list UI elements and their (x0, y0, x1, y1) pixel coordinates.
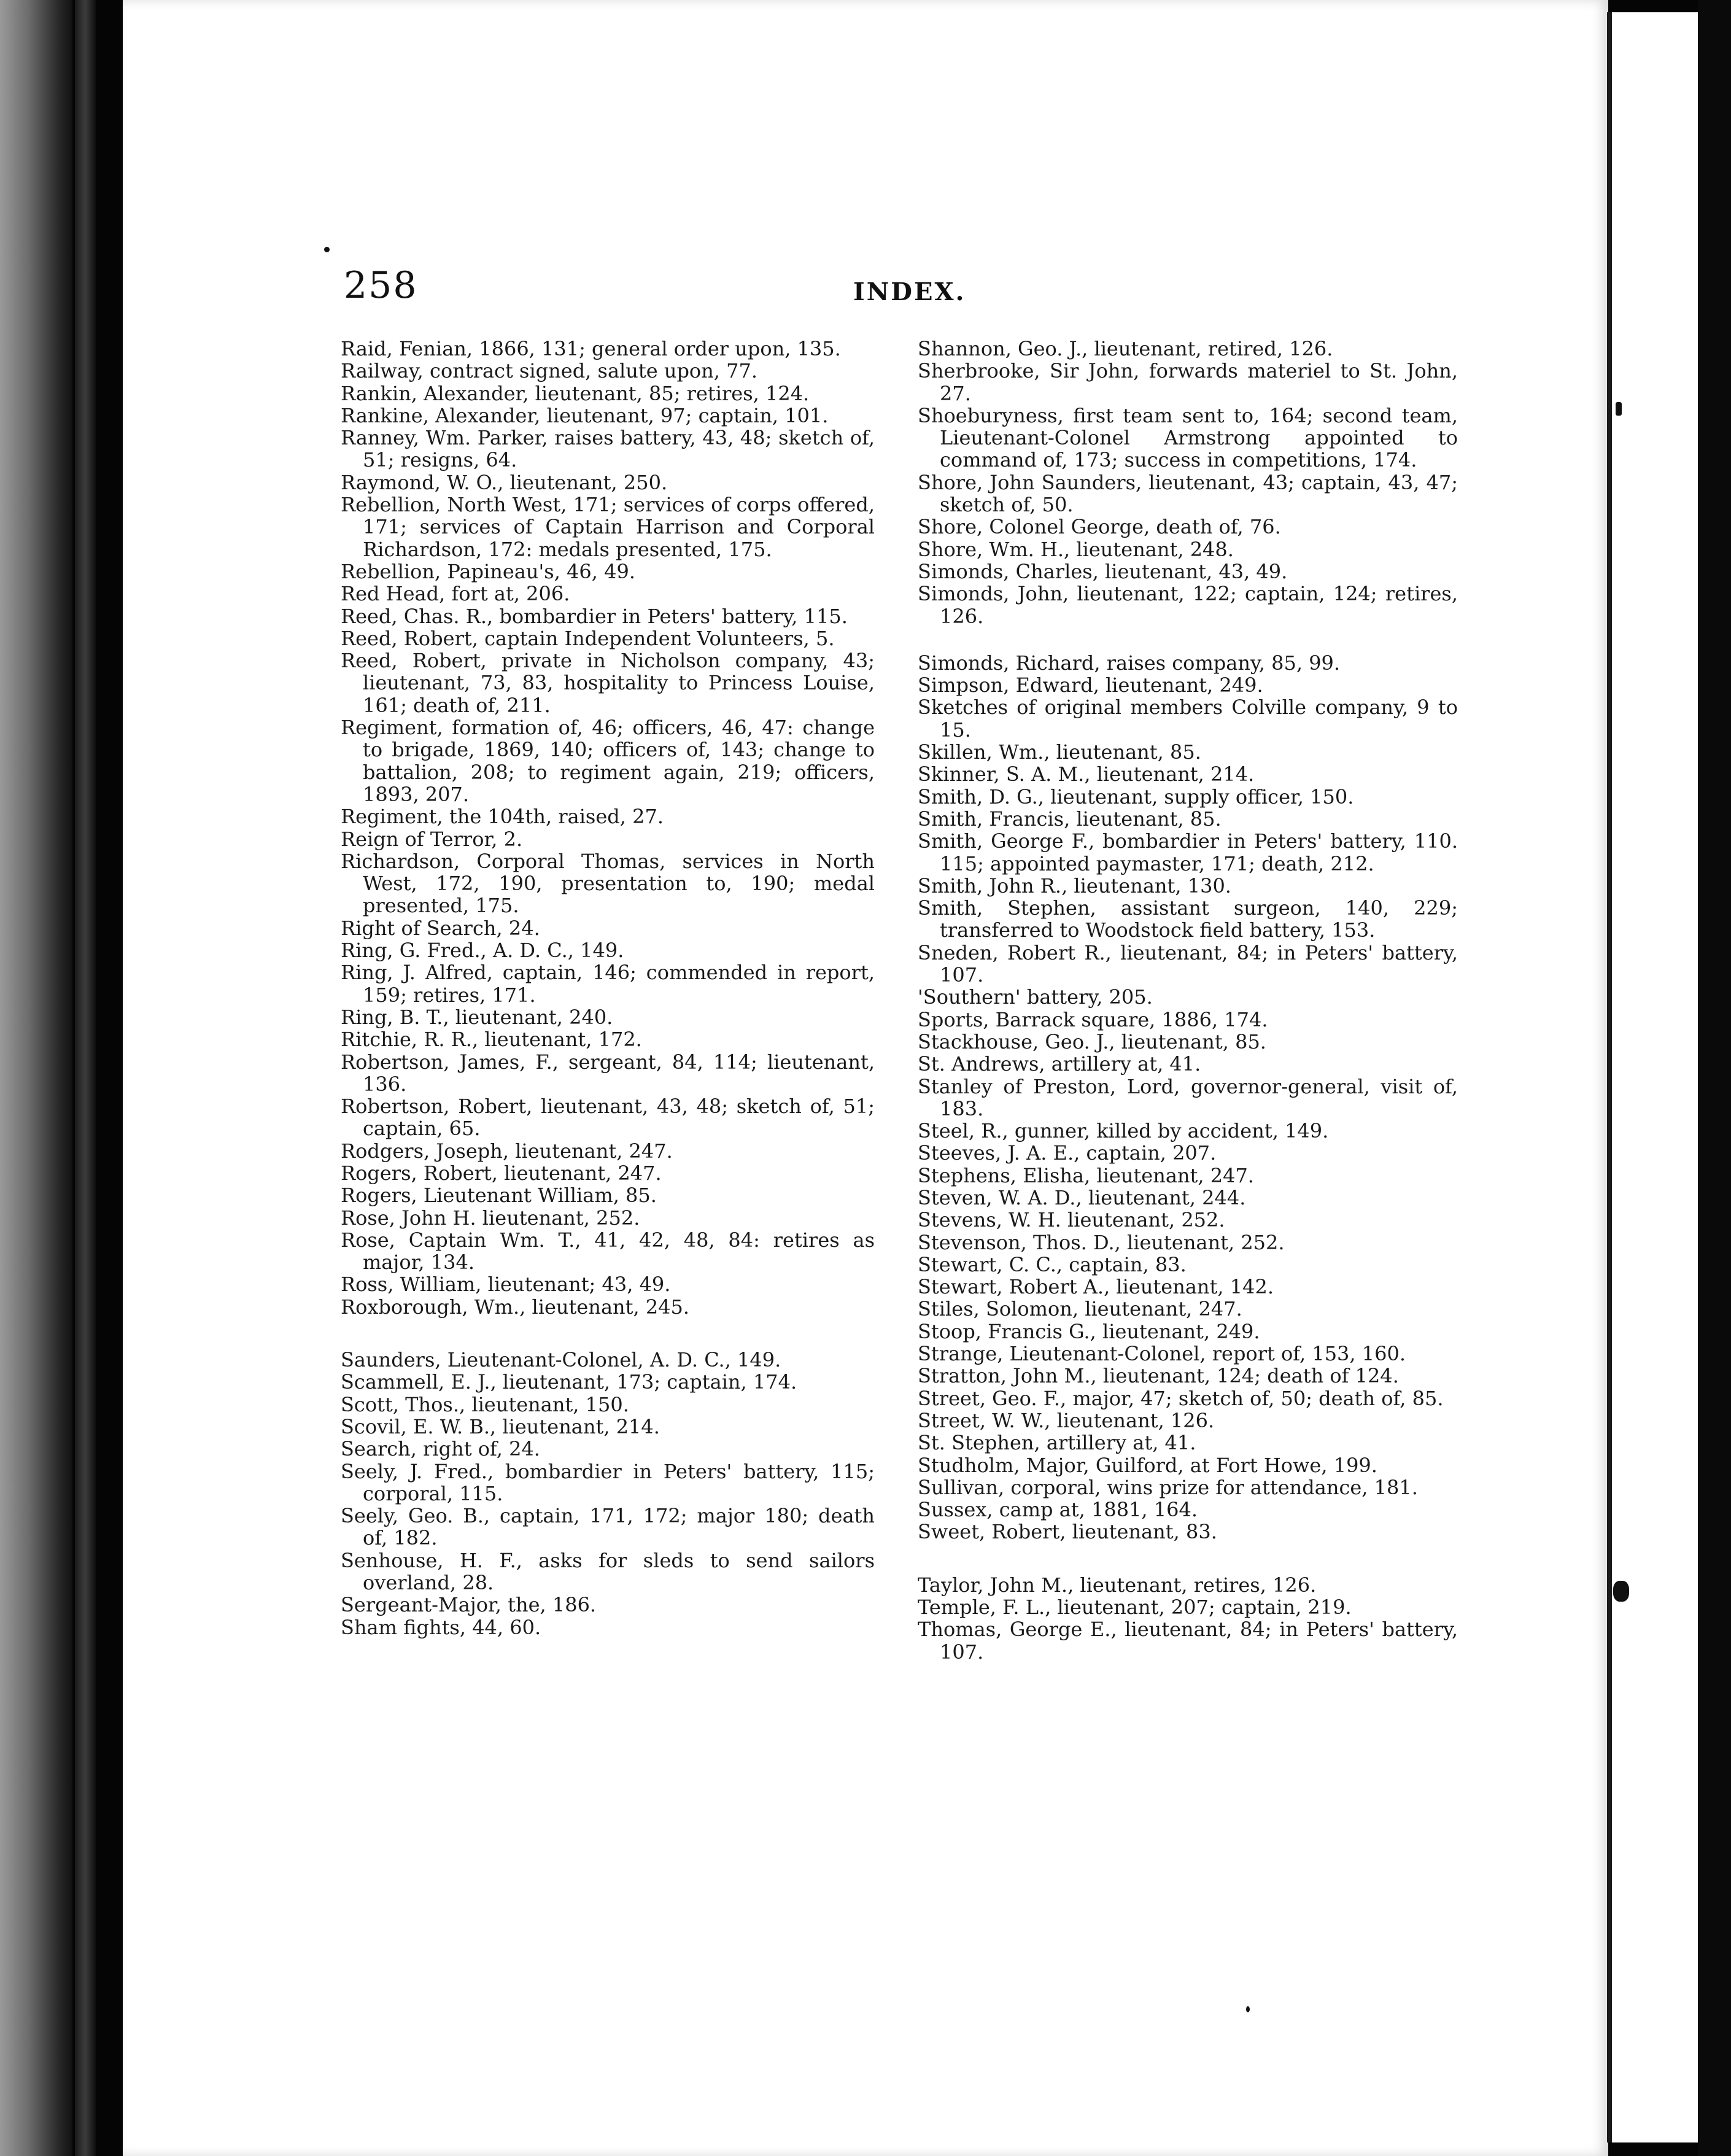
index-entry: Taylor, John M., lieutenant, retires, 126. (918, 1573, 1317, 1597)
index-entry: Ring, G. Fred., A. D. C., 149. (341, 939, 624, 963)
running-title: INDEX. (853, 277, 966, 306)
index-entry: St. Stephen, artillery at, 41. (918, 1431, 1196, 1455)
index-entry: Simonds, Richard, raises company, 85, 99. (918, 651, 1341, 675)
index-entry: Sketches of original members Colville company, 9 to 15. (918, 696, 1458, 742)
index-entry: Red Head, fort at, 206. (341, 582, 570, 606)
index-entry: Reign of Terror, 2. (341, 827, 523, 851)
index-entry: Smith, George F., bombardier in Peters' battery, 110. 115; appointed paymaster, 171; death, 212. (918, 829, 1458, 875)
speck-mark (1616, 402, 1622, 416)
index-entry: Richardson, Corporal Thomas, services in North West, 172, 190, presentation to, 190; medal presented, 175. (341, 849, 875, 918)
index-entry: Saunders, Lieutenant-Colonel, A. D. C., 149. (341, 1348, 781, 1372)
index-entry: Temple, F. L., lieutenant, 207; captain, 219. (918, 1596, 1352, 1619)
index-entry: Ranney, Wm. Parker, raises battery, 43, 48; sketch of, 51; resigns, 64. (341, 426, 875, 472)
index-entry: Rankin, Alexander, lieutenant, 85; retires, 124. (341, 381, 810, 405)
index-entry: Shore, Wm. H., lieutenant, 248. (918, 537, 1234, 561)
index-entry: Shore, John Saunders, lieutenant, 43; captain, 43, 47; sketch of, 50. (918, 470, 1458, 517)
index-entry: Robertson, James, F., sergeant, 84, 114; lieutenant, 136. (341, 1050, 875, 1096)
index-entry: Thomas, George E., lieutenant, 84; in Peters' battery, 107. (918, 1618, 1458, 1664)
page-header (344, 264, 1485, 319)
index-entry: 'Southern' battery, 205. (918, 985, 1153, 1009)
scan-binding-shadow (75, 0, 96, 2156)
index-entry: Rebellion, Papineau's, 46, 49. (341, 559, 636, 583)
index-entry: Reed, Robert, private in Nicholson company, 43; lieutenant, 73, 83, hospitality to Princess Louise, 161; death of, 211. (341, 649, 875, 717)
speck-mark (1246, 2006, 1250, 2012)
index-entry: Rebellion, North West, 171; services of corps offered, 171; services of Captain Harrison and Corporal Richardson, 172: medals presented, 175. (341, 493, 875, 561)
section-spacer (341, 1318, 875, 1349)
index-entry: Shore, Colonel George, death of, 76. (918, 515, 1281, 539)
index-entry: Stephens, Elisha, lieutenant, 247. (918, 1163, 1254, 1187)
index-entry: Reed, Chas. R., bombardier in Peters' battery, 115. (341, 604, 848, 628)
index-entry: Sneden, Robert R., lieutenant, 84; in Peters' battery, 107. (918, 940, 1458, 987)
index-entry: Stiles, Solomon, lieutenant, 247. (918, 1297, 1242, 1321)
index-entry: Stackhouse, Geo. J., lieutenant, 85. (918, 1030, 1266, 1053)
index-entry: Raid, Fenian, 1866, 131; general order upon, 135. (341, 337, 841, 360)
index-entry: Railway, contract signed, salute upon, 77. (341, 359, 758, 383)
index-entry: St. Andrews, artillery at, 41. (918, 1052, 1201, 1076)
index-entry: Rose, John H. lieutenant, 252. (341, 1206, 640, 1230)
index-entry: Senhouse, H. F., asks for sleds to send sailors overland, 28. (341, 1548, 875, 1595)
scan-left-edge (0, 0, 72, 2156)
index-entry: Steel, R., gunner, killed by accident, 149. (918, 1119, 1329, 1143)
speck-mark (324, 247, 330, 252)
index-column-left (341, 338, 875, 1638)
index-entry: Search, right of, 24. (341, 1437, 540, 1461)
index-entry: Roxborough, Wm., lieutenant, 245. (341, 1295, 690, 1319)
index-entry: Ritchie, R. R., lieutenant, 172. (341, 1028, 642, 1052)
index-entry: Ring, J. Alfred, captain, 146; commended in report, 159; retires, 171. (341, 961, 875, 1007)
index-entry: Stratton, John M., lieutenant, 124; death of 124. (918, 1364, 1399, 1388)
index-entry: Shoeburyness, first team sent to, 164; second team, Lieutenant-Colonel Armstrong appointed to command of, 173; success in competitions, 174. (918, 403, 1458, 472)
index-entry: Ross, William, lieutenant; 43, 49. (341, 1273, 671, 1297)
index-entry: Scammell, E. J., lieutenant, 173; captain, 174. (341, 1370, 797, 1394)
index-entry: Smith, John R., lieutenant, 130. (918, 874, 1231, 898)
index-entry: Stanley of Preston, Lord, governor-general, visit of, 183. (918, 1074, 1458, 1120)
index-entry: Steven, W. A. D., lieutenant, 244. (918, 1185, 1246, 1209)
index-entry: Rankine, Alexander, lieutenant, 97; captain, 101. (341, 403, 829, 427)
index-entry: Strange, Lieutenant-Colonel, report of, 153, 160. (918, 1342, 1406, 1366)
index-entry: Simonds, John, lieutenant, 122; captain, 124; retires, 126. (918, 582, 1458, 628)
index-entry: Smith, D. G., lieutenant, supply officer, 150. (918, 785, 1354, 808)
index-entry: Sullivan, corporal, wins prize for attendance, 181. (918, 1475, 1418, 1499)
index-entry: Skinner, S. A. M., lieutenant, 214. (918, 762, 1255, 786)
index-entry: Raymond, W. O., lieutenant, 250. (341, 470, 668, 494)
scan-right-edge (1698, 0, 1731, 2156)
index-entry: Sussex, camp at, 1881, 164. (918, 1498, 1198, 1522)
index-entry: Regiment, the 104th, raised, 27. (341, 805, 664, 829)
index-entry: Smith, Francis, lieutenant, 85. (918, 807, 1222, 831)
section-spacer (918, 627, 1458, 652)
index-entry: Rogers, Robert, lieutenant, 247. (341, 1161, 662, 1185)
page-number: 258 (344, 264, 418, 307)
facing-page-edge (1607, 12, 1698, 2142)
section-spacer (918, 1543, 1458, 1574)
index-entry: Stewart, Robert A., lieutenant, 142. (918, 1275, 1274, 1299)
index-entry: Simonds, Charles, lieutenant, 43, 49. (918, 559, 1288, 583)
index-entry: Stoop, Francis G., lieutenant, 249. (918, 1319, 1260, 1343)
index-entry: Reed, Robert, captain Independent Volunteers, 5. (341, 626, 835, 650)
index-entry: Ring, B. T., lieutenant, 240. (341, 1005, 613, 1029)
index-column-right (918, 338, 1458, 1663)
index-entry: Steeves, J. A. E., captain, 207. (918, 1141, 1217, 1165)
index-entry: Sham fights, 44, 60. (341, 1615, 541, 1639)
index-entry: Sherbrooke, Sir John, forwards materiel to St. John, 27. (918, 359, 1458, 405)
index-entry: Stewart, C. C., captain, 83. (918, 1252, 1187, 1276)
index-entry: Rogers, Lieutenant William, 85. (341, 1184, 657, 1208)
index-entry: Sweet, Robert, lieutenant, 83. (918, 1520, 1217, 1544)
index-entry: Street, W. W., lieutenant, 126. (918, 1408, 1215, 1432)
index-entry: Regiment, formation of, 46; officers, 46, 47: change to brigade, 1869, 140; officers of, 143; change to battalion, 208; to regiment again, 219; officers, 1893, 207. (341, 716, 875, 806)
index-entry: Seely, J. Fred., bombardier in Peters' battery, 115; corporal, 115. (341, 1459, 875, 1505)
index-entry: Right of Search, 24. (341, 916, 540, 940)
index-entry: Street, Geo. F., major, 47; sketch of, 50; death of, 85. (918, 1386, 1444, 1410)
index-entry: Studholm, Major, Guilford, at Fort Howe, 199. (918, 1453, 1377, 1477)
index-entry: Scovil, E. W. B., lieutenant, 214. (341, 1414, 660, 1438)
index-entry: Stevenson, Thos. D., lieutenant, 252. (918, 1230, 1285, 1254)
index-entry: Simpson, Edward, lieutenant, 249. (918, 673, 1263, 697)
index-entry: Seely, Geo. B., captain, 171, 172; major 180; death of, 182. (341, 1504, 875, 1550)
index-entry: Stevens, W. H. lieutenant, 252. (918, 1208, 1225, 1232)
index-entry: Sergeant-Major, the, 186. (341, 1593, 597, 1617)
index-entry: Rodgers, Joseph, lieutenant, 247. (341, 1139, 673, 1163)
index-entry: Skillen, Wm., lieutenant, 85. (918, 740, 1201, 764)
index-entry: Robertson, Robert, lieutenant, 43, 48; sketch of, 51; captain, 65. (341, 1095, 875, 1141)
speck-mark (1613, 1581, 1629, 1602)
index-entry: Sports, Barrack square, 1886, 174. (918, 1007, 1268, 1031)
index-entry: Scott, Thos., lieutenant, 150. (341, 1392, 629, 1416)
index-entry: Rose, Captain Wm. T., 41, 42, 48, 84: retires as major, 134. (341, 1228, 875, 1274)
index-entry: Shannon, Geo. J., lieutenant, retired, 126. (918, 337, 1333, 360)
index-entry: Smith, Stephen, assistant surgeon, 140, 229; transferred to Woodstock field battery, 153. (918, 896, 1458, 942)
